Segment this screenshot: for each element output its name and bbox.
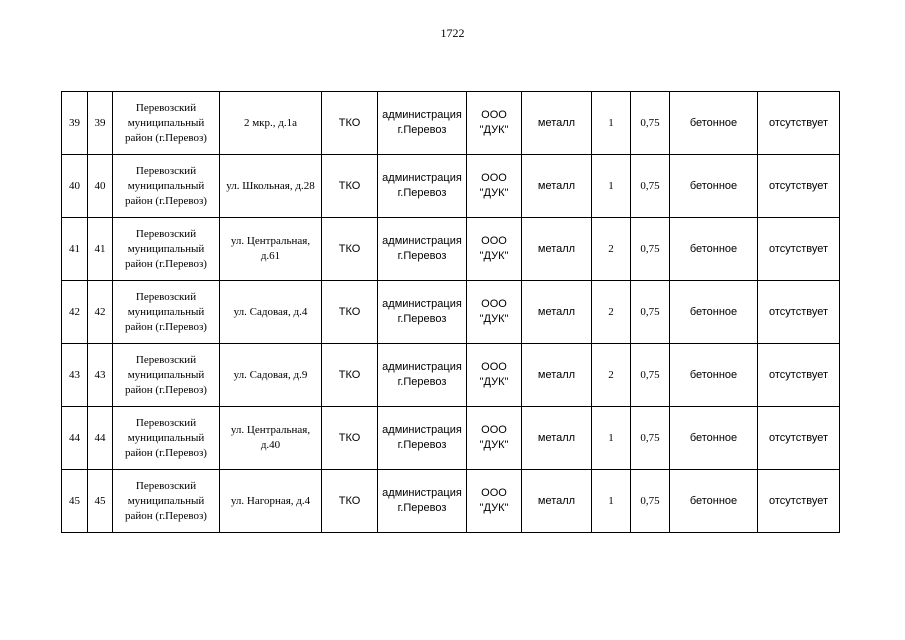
- district-cell: Перевозский муниципальный район (г.Перевоз): [113, 155, 220, 218]
- table-row: [62, 344, 840, 407]
- container-material-cell: металл: [522, 281, 592, 344]
- waste-type-cell: ТКО: [322, 407, 378, 470]
- surface-type-cell: бетонное: [670, 92, 758, 155]
- waste-type-cell: ТКО: [322, 470, 378, 533]
- operator-cell: ООО "ДУК": [467, 218, 522, 281]
- address-cell: ул. Нагорная, д.4: [220, 470, 322, 533]
- row-number-cell: 40: [62, 155, 88, 218]
- operator-cell: ООО "ДУК": [467, 470, 522, 533]
- container-material-cell: металл: [522, 92, 592, 155]
- surface-type-cell: бетонное: [670, 281, 758, 344]
- surface-type-cell: бетонное: [670, 470, 758, 533]
- address-cell: 2 мкр., д.1а: [220, 92, 322, 155]
- container-count-cell: 2: [592, 344, 631, 407]
- container-volume-cell: 0,75: [631, 407, 670, 470]
- page-number: 1722: [440, 26, 465, 40]
- container-material-cell: металл: [522, 470, 592, 533]
- container-count-cell: 2: [592, 218, 631, 281]
- table-row: [62, 155, 840, 218]
- surface-type-cell: бетонное: [670, 155, 758, 218]
- operator-cell: ООО "ДУК": [467, 407, 522, 470]
- container-volume-cell: 0,75: [631, 218, 670, 281]
- district-cell: Перевозский муниципальный район (г.Перевоз): [113, 470, 220, 533]
- surface-type-cell: бетонное: [670, 407, 758, 470]
- container-count-cell: 1: [592, 407, 631, 470]
- fence-cell: отсутствует: [758, 155, 840, 218]
- container-volume-cell: 0,75: [631, 281, 670, 344]
- site-number-cell: 41: [88, 218, 113, 281]
- site-number-cell: 42: [88, 281, 113, 344]
- owner-cell: администрация г.Перевоз: [378, 92, 467, 155]
- container-count-cell: 1: [592, 470, 631, 533]
- waste-type-cell: ТКО: [322, 218, 378, 281]
- district-cell: Перевозский муниципальный район (г.Перевоз): [113, 281, 220, 344]
- surface-type-cell: бетонное: [670, 218, 758, 281]
- container-material-cell: металл: [522, 155, 592, 218]
- container-material-cell: металл: [522, 407, 592, 470]
- district-cell: Перевозский муниципальный район (г.Перевоз): [113, 407, 220, 470]
- table-row: [62, 407, 840, 470]
- row-number-cell: 45: [62, 470, 88, 533]
- table-row: [62, 281, 840, 344]
- waste-type-cell: ТКО: [322, 92, 378, 155]
- site-number-cell: 43: [88, 344, 113, 407]
- operator-cell: ООО "ДУК": [467, 344, 522, 407]
- address-cell: ул. Центральная, д.61: [220, 218, 322, 281]
- site-number-cell: 44: [88, 407, 113, 470]
- address-cell: ул. Школьная, д.28: [220, 155, 322, 218]
- row-number-cell: 44: [62, 407, 88, 470]
- owner-cell: администрация г.Перевоз: [378, 407, 467, 470]
- operator-cell: ООО "ДУК": [467, 155, 522, 218]
- fence-cell: отсутствует: [758, 218, 840, 281]
- row-number-cell: 43: [62, 344, 88, 407]
- waste-type-cell: ТКО: [322, 344, 378, 407]
- district-cell: Перевозский муниципальный район (г.Перевоз): [113, 92, 220, 155]
- container-volume-cell: 0,75: [631, 344, 670, 407]
- fence-cell: отсутствует: [758, 407, 840, 470]
- table-row: [62, 470, 840, 533]
- owner-cell: администрация г.Перевоз: [378, 470, 467, 533]
- row-number-cell: 39: [62, 92, 88, 155]
- fence-cell: отсутствует: [758, 281, 840, 344]
- owner-cell: администрация г.Перевоз: [378, 344, 467, 407]
- fence-cell: отсутствует: [758, 92, 840, 155]
- owner-cell: администрация г.Перевоз: [378, 281, 467, 344]
- waste-type-cell: ТКО: [322, 281, 378, 344]
- container-count-cell: 1: [592, 92, 631, 155]
- district-cell: Перевозский муниципальный район (г.Перевоз): [113, 344, 220, 407]
- fence-cell: отсутствует: [758, 470, 840, 533]
- owner-cell: администрация г.Перевоз: [378, 155, 467, 218]
- site-number-cell: 39: [88, 92, 113, 155]
- container-volume-cell: 0,75: [631, 470, 670, 533]
- table-row: [62, 92, 840, 155]
- owner-cell: администрация г.Перевоз: [378, 218, 467, 281]
- waste-sites-table: [61, 91, 840, 533]
- operator-cell: ООО "ДУК": [467, 281, 522, 344]
- operator-cell: ООО "ДУК": [467, 92, 522, 155]
- fence-cell: отсутствует: [758, 344, 840, 407]
- row-number-cell: 41: [62, 218, 88, 281]
- row-number-cell: 42: [62, 281, 88, 344]
- container-material-cell: металл: [522, 218, 592, 281]
- site-number-cell: 45: [88, 470, 113, 533]
- surface-type-cell: бетонное: [670, 344, 758, 407]
- address-cell: ул. Центральная, д.40: [220, 407, 322, 470]
- container-count-cell: 1: [592, 155, 631, 218]
- container-volume-cell: 0,75: [631, 155, 670, 218]
- container-material-cell: металл: [522, 344, 592, 407]
- container-count-cell: 2: [592, 281, 631, 344]
- waste-type-cell: ТКО: [322, 155, 378, 218]
- address-cell: ул. Садовая, д.4: [220, 281, 322, 344]
- site-number-cell: 40: [88, 155, 113, 218]
- district-cell: Перевозский муниципальный район (г.Перевоз): [113, 218, 220, 281]
- container-volume-cell: 0,75: [631, 92, 670, 155]
- table-row: [62, 218, 840, 281]
- address-cell: ул. Садовая, д.9: [220, 344, 322, 407]
